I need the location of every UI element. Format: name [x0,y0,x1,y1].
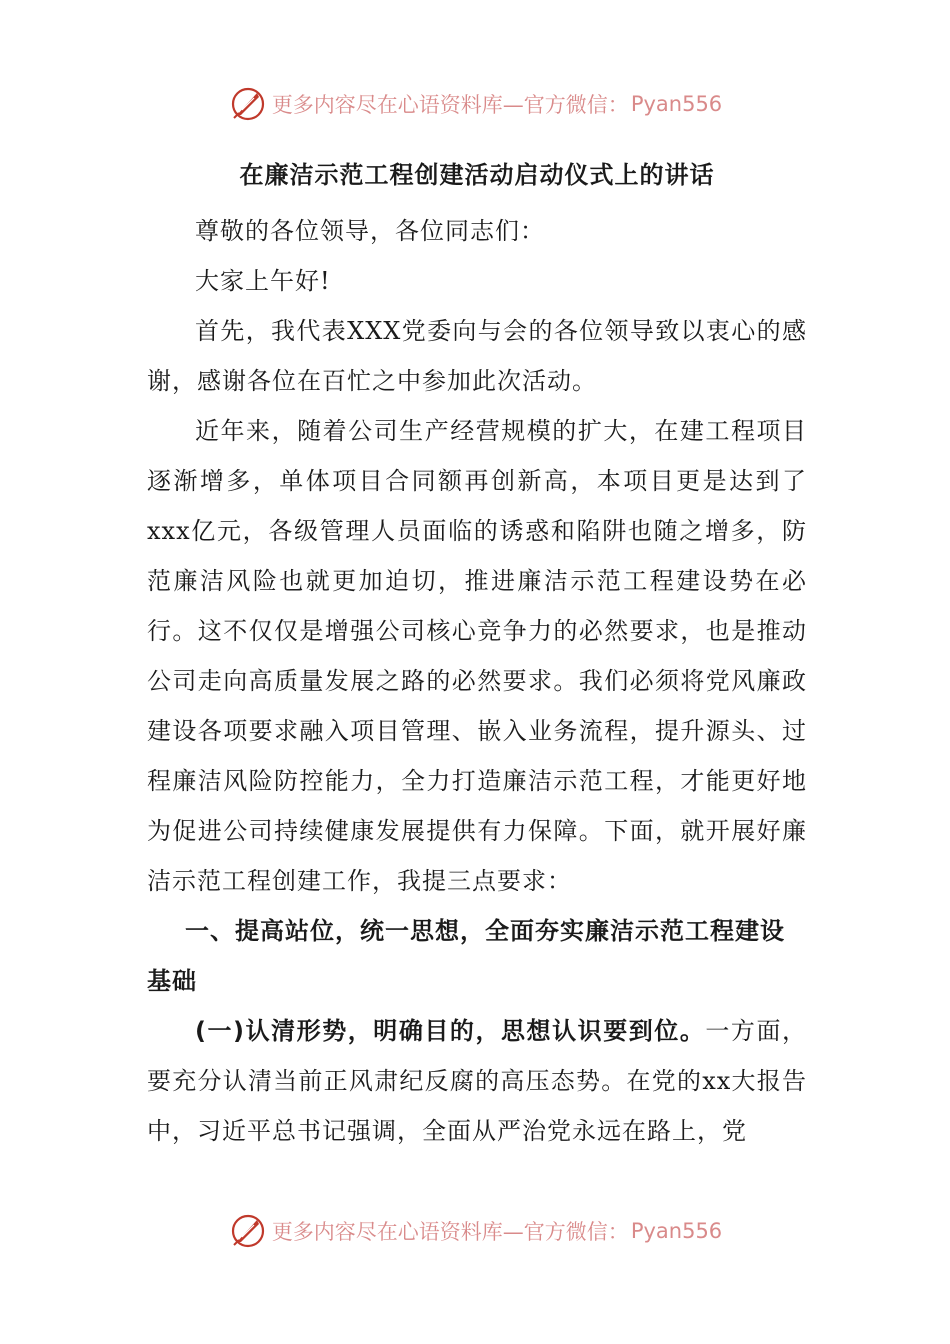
document-body [147,150,807,1156]
quill-pen-logo-icon [228,1211,268,1251]
footer-watermark-banner [0,1209,950,1253]
greeting: 大家上午好! [195,267,331,295]
quill-pen-logo-icon [228,84,268,124]
paragraph-background: 近年来，随着公司生产经营规模的扩大，在建工程项目逐渐增多，单体项目合同额再创新高，本项目更是达到了xxx亿元，各级管理人员面临的诱惑和陷阱也随之增多，防范廉洁风险也就更加迫切，推进廉洁示范工程建设势在必行。这不仅仅是增强公司核心竞争力的必然要求，也是推动公司走向高质量发展之路的必然要求。我们必须将党风廉政建设各项要求融入项目管理、嵌入业务流程，提升源头、过程廉洁风险防控能力，全力打造廉洁示范工程，才能更好地为促进公司持续健康发展提供有力保障。下面，就开展好廉洁示范工程创建工作，我提三点要求： [147,417,807,895]
banner-text: 更多内容尽在心语资料库—官方微信： [271,1220,629,1244]
salutation: 尊敬的各位领导，各位同志们： [195,217,545,245]
subsection-1-paragraph [147,1006,807,1156]
subsection-1-lead: (一)认清形势，明确目的，思想认识要到位。 [195,1017,706,1045]
banner-wechat-id: Pyan556 [630,1219,723,1243]
header-watermark-banner [0,82,950,126]
document-title: 在廉洁示范工程创建活动启动仪式上的讲话 [239,161,715,189]
paragraph-thanks: 首先，我代表XXX党委向与会的各位领导致以衷心的感谢，感谢各位在百忙之中参加此次活动。 [147,317,807,395]
section-heading-1: 一、提高站位，统一思想，全面夯实廉洁示范工程建设基础 [147,917,785,995]
subsection-1-body: 一方面，要充分认清当前正风肃纪反腐的高压态势。在党的xx大报告中，习近平总书记强调，全面从严治党永远在路上，党 [147,1017,808,1145]
banner-wechat-id: Pyan556 [630,92,723,116]
banner-text: 更多内容尽在心语资料库—官方微信： [271,93,629,117]
